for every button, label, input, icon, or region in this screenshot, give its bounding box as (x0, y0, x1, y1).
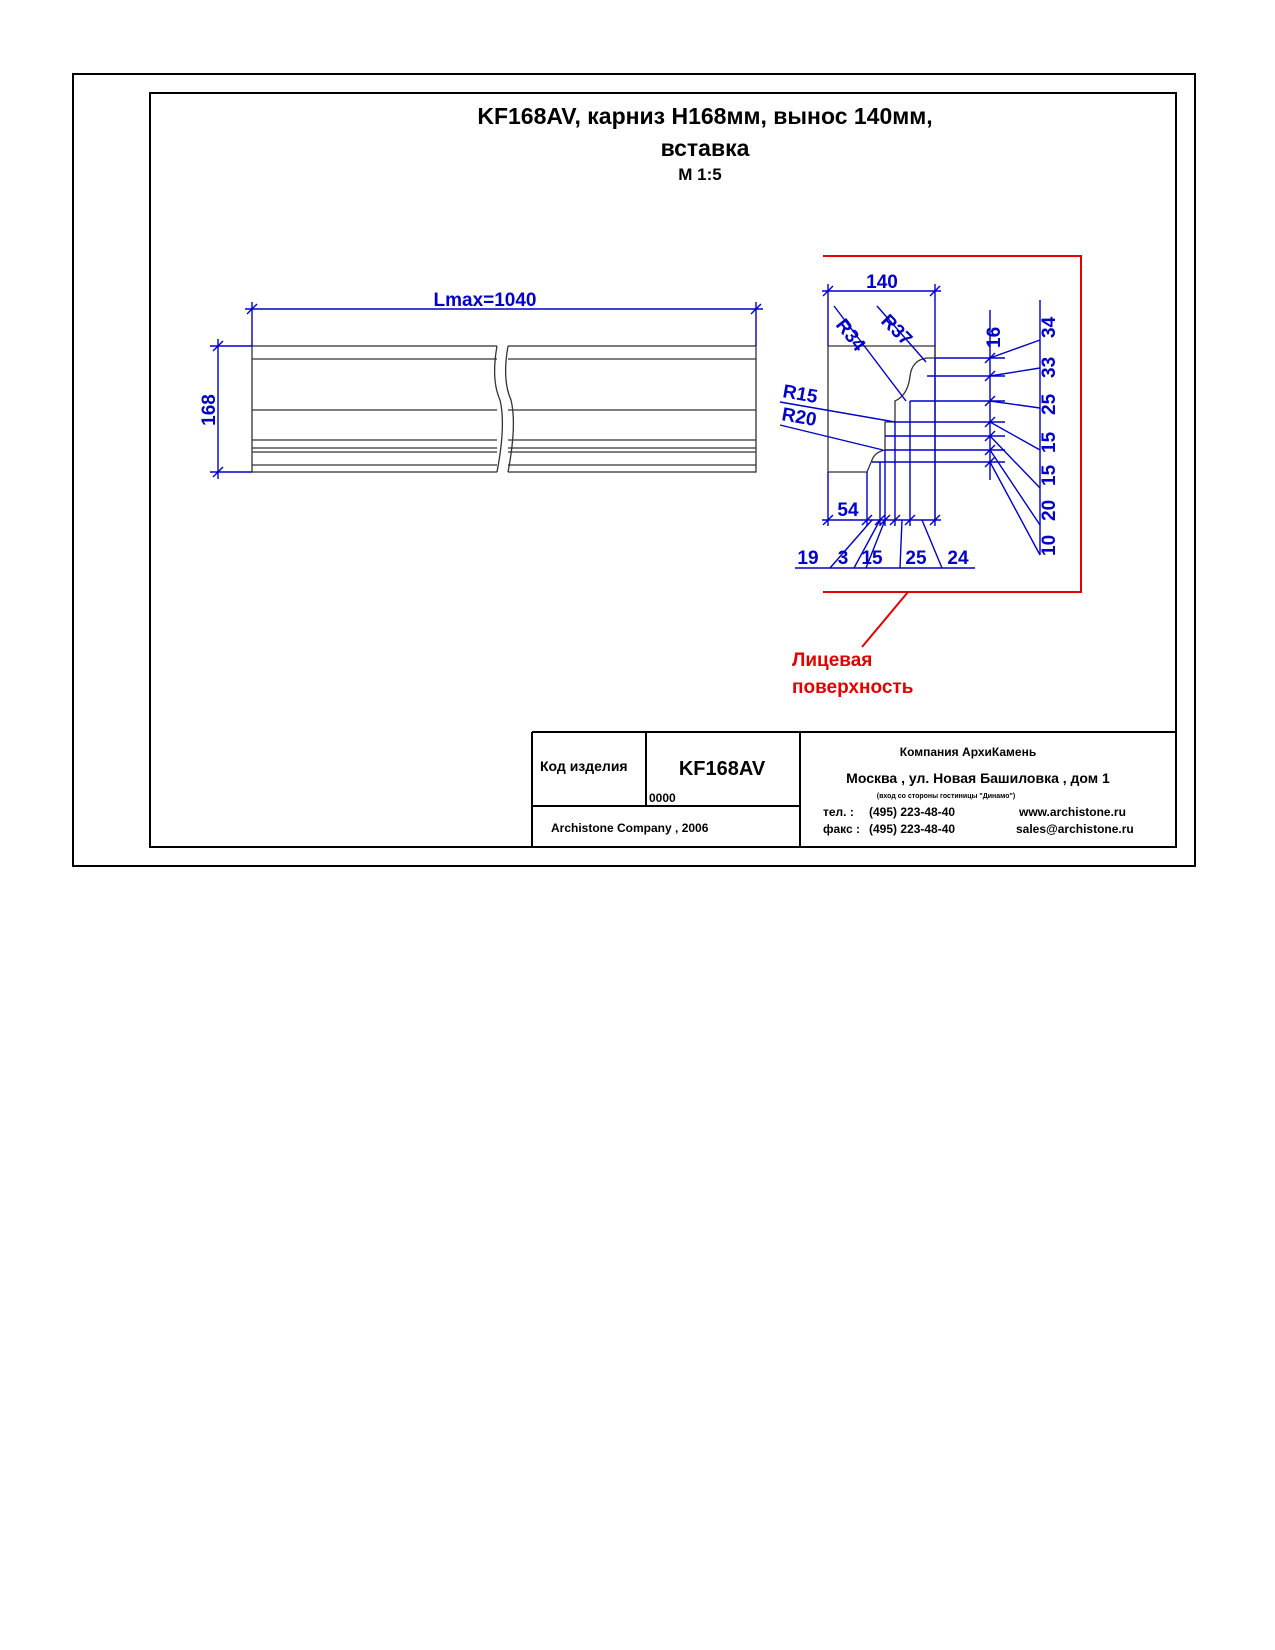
title-line-1: KF168AV, карниз H168мм, вынос 140мм, (477, 103, 933, 129)
vertical-dim-label: 10 (1039, 534, 1060, 556)
horizontal-dim-label: 54 (837, 500, 859, 521)
radius-label: R37 (876, 310, 916, 351)
company-address: Москва , ул. Новая Башиловка , дом 1 (846, 770, 1110, 786)
horizontal-dim-label: 19 (797, 548, 819, 569)
profile-width-label: 140 (866, 272, 898, 293)
drawing-title (477, 103, 932, 184)
vertical-dim-label: 33 (1039, 356, 1060, 378)
fax-number: (495) 223-48-40 (869, 822, 956, 836)
vertical-dim-label: 20 (1039, 499, 1060, 521)
phone-number: (495) 223-48-40 (869, 805, 956, 819)
face-leader (862, 592, 908, 647)
length-label: Lmax=1040 (433, 290, 537, 311)
company-name: Компания АрхиКамень (899, 745, 1037, 759)
vertical-dim-label: 15 (1039, 431, 1060, 453)
website-link[interactable]: www.archistone.ru (1019, 805, 1126, 819)
vertical-dim-label: 15 (1039, 464, 1060, 486)
length-dimension (245, 290, 763, 346)
address-note: (вход со стороны гостиницы "Динамо") (876, 793, 1016, 800)
face-surface-note (792, 650, 913, 698)
product-code-label: Код изделия (540, 758, 628, 774)
profile-view (780, 256, 1081, 698)
height-label: 168 (199, 394, 220, 426)
elevation-view (199, 290, 763, 479)
title-block (532, 732, 1176, 847)
phone-label: тел. : (823, 805, 854, 819)
height-dimension (199, 339, 252, 479)
horizontal-dim-label: 15 (861, 548, 883, 569)
fax-label: факс : (823, 822, 861, 836)
product-code: KF168AV (678, 758, 766, 780)
vertical-dim-label: 25 (1039, 393, 1060, 415)
company-year: Archistone Company , 2006 (551, 821, 709, 835)
face-note-line-2: поверхность (792, 677, 914, 698)
profile-outline (828, 346, 935, 472)
drawing-number: 0000 (649, 791, 676, 805)
face-note-line-1: Лицевая (792, 650, 873, 671)
scale-label: М 1:5 (678, 165, 722, 184)
radius-label: R15 (781, 381, 820, 408)
horizontal-dimensions (795, 358, 975, 569)
vertical-dim-label: 34 (1039, 316, 1060, 338)
email-link[interactable]: sales@archistone.ru (1016, 822, 1134, 836)
vertical-dim-label: 16 (984, 326, 1005, 348)
radius-label: R34 (831, 315, 870, 356)
radius-label: R20 (780, 404, 819, 431)
horizontal-dim-label: 3 (837, 548, 849, 569)
horizontal-dim-label: 24 (947, 548, 969, 569)
title-line-2: вставка (660, 135, 750, 161)
horizontal-dim-label: 25 (905, 548, 927, 569)
radius-leaders (780, 306, 926, 450)
